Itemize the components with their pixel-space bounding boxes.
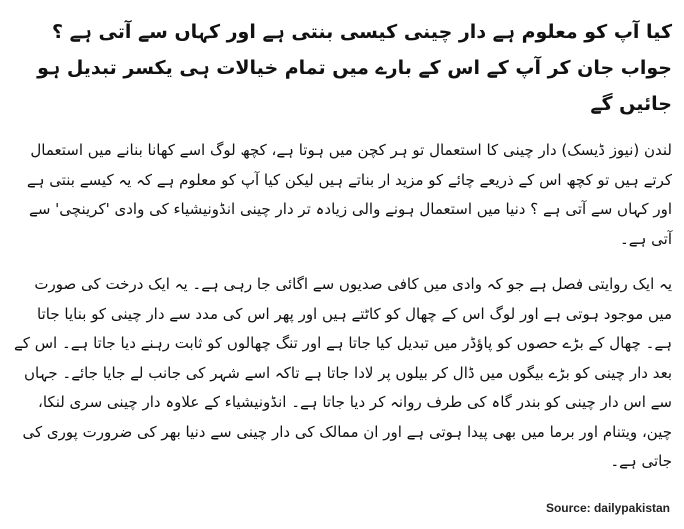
- article-paragraph-intro: لندن (نیوز ڈیسک) دار چینی کا استعمال تو ہر کچن میں ہوتا ہے، کچھ لوگ اسے کھانا بنانے میں استعمال کرتے ہیں تو کچھ اس کے ذریعے چائے کو مزید ار بناتے ہیں لیکن کیا آپ کو معلوم ہے کہ یہ کیسے بنتی ہے اور کہاں سے آتی ہے ؟ دنیا میں استعمال ہونے والی زیادہ تر دار چینی انڈونیشیاء کی وادی 'کرینچی' سے آتی ہے۔: [26, 141, 672, 248]
- article-paragraph-details: یہ ایک روایتی فصل ہے جو کہ وادی میں کافی صدیوں سے اگائی جا رہی ہے۔ یہ ایک درخت کی صورت میں موجود ہوتی ہے اور لوگ اس کے چھال کو کاٹتے ہیں اور پھر اس کی مدد سے دار چینی کو بنایا جاتا ہے۔ چھال کے بڑے حصوں کو پاؤڈر میں تبدیل کیا جاتا ہے اور تنگ چھالوں کو ثابت رہنے دیا جاتا ہے۔ اس کے بعد دار چینی کو بڑے بیگوں میں ڈال کر بیلوں پر لادا جاتا ہے تاکہ اسے شہر کی جانب لے جایا جائے۔ جہاں سے اس دار چینی کو بندر گاہ کی طرف روانہ کر دیا جاتا ہے۔ انڈونیشیاء کے علاوہ دار چینی سری لنکا، چین، ویتنام اور برما میں بھی پیدا ہوتی ہے اور ان ممالک کی دار چینی سے دنیا بھر کی ضرورت پوری کی جاتی ہے۔: [14, 275, 672, 470]
- article-headline: کیا آپ کو معلوم ہے دار چینی کیسی بنتی ہے اور کہاں سے آتی ہے ؟ جواب جان کر آپ کے اس کے بارے میں تمام خیالات ہی یکسر تبدیل ہو جائیں گے: [37, 21, 672, 115]
- article-body: [12, 14, 672, 493]
- source-credit: Source: dailypakistan: [545, 501, 670, 515]
